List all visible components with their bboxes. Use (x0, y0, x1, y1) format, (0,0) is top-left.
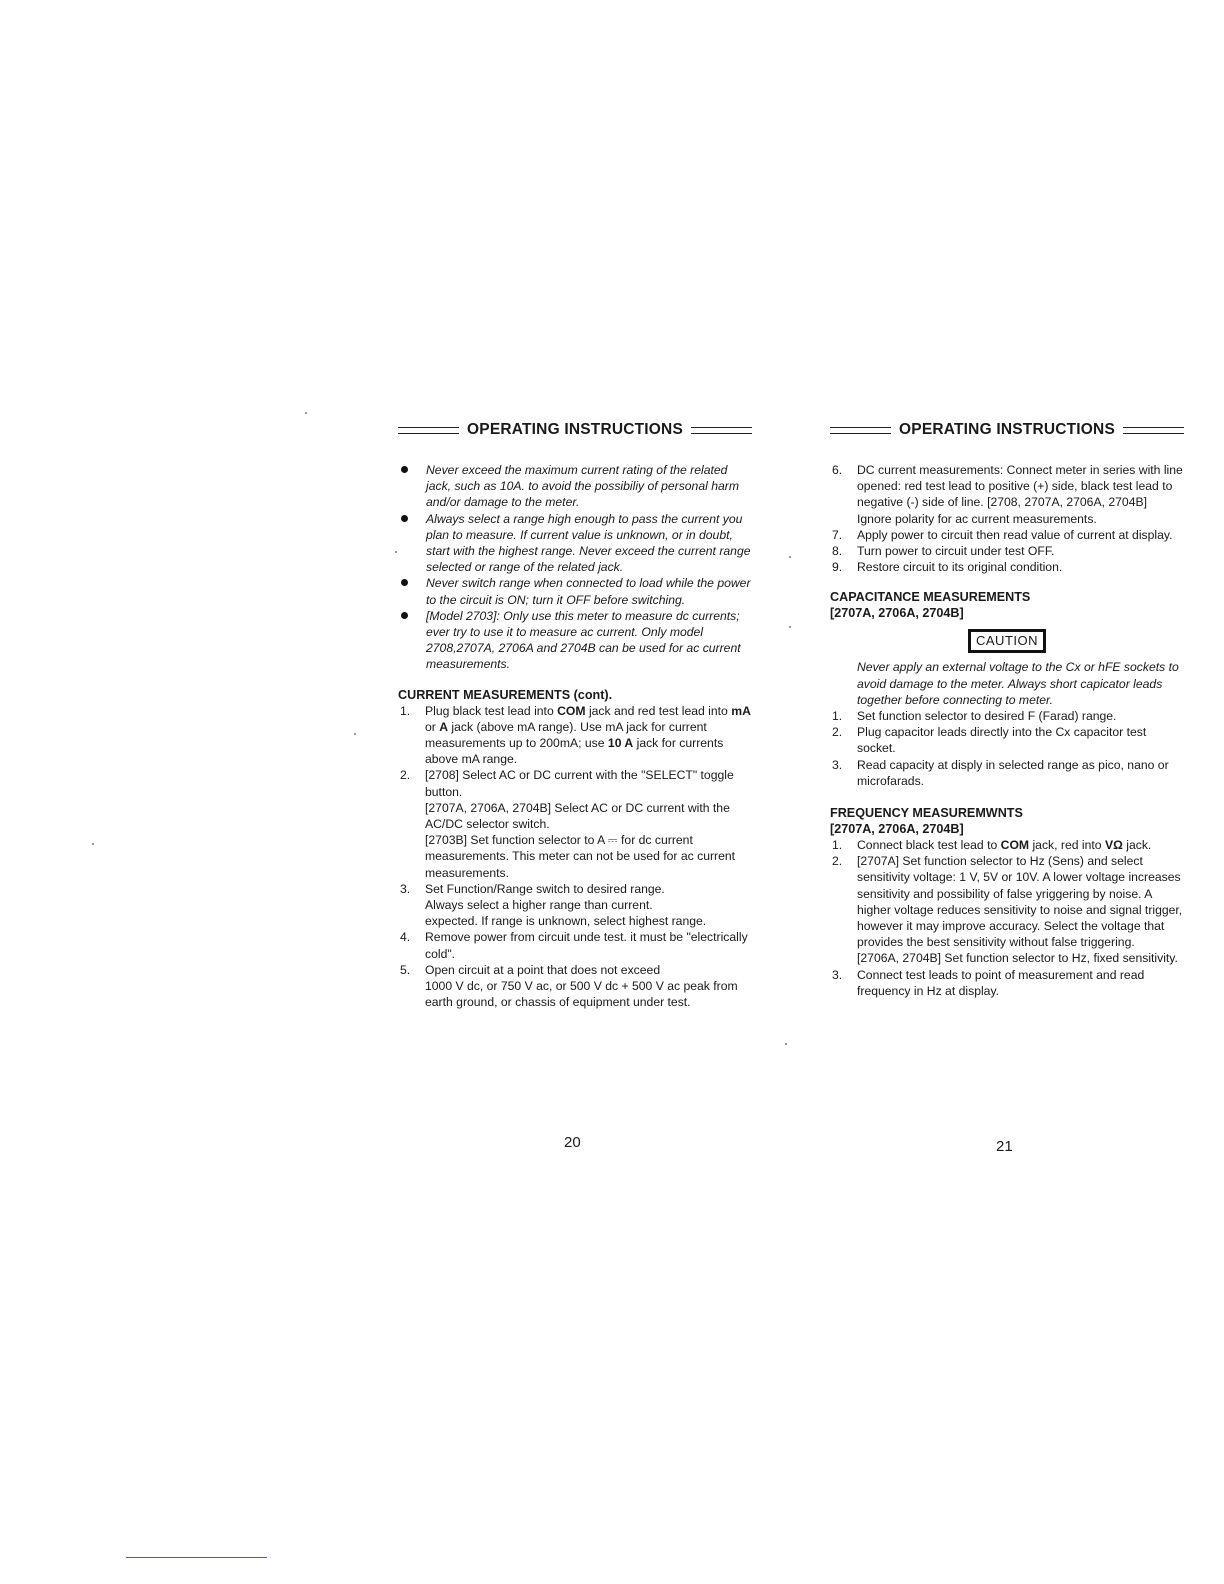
left-page (398, 418, 752, 1011)
page-number-left: 20 (564, 1134, 581, 1151)
capacitance-steps-list (830, 708, 1184, 789)
header-rule (1123, 427, 1184, 434)
warning-bullet-list (398, 462, 752, 673)
frequency-heading: FREQUENCY MEASUREMWNTS (830, 806, 1023, 821)
bullet-icon (401, 612, 408, 619)
dc-current-steps-list (830, 462, 1184, 575)
header-rule (691, 427, 752, 434)
step-item: 1. Connect black test lead to COM jack, red into VΩ jack. (832, 838, 1152, 853)
warning-bullet: [Model 2703]: Only use this meter to measure dc currents; ever try to use it to measure ac current. Only model 2708,2707A, 2706A and 2704B can be used for ac current measurements. (398, 608, 752, 673)
scan-speck (789, 626, 791, 628)
caution-wrap (830, 629, 1184, 653)
header-rule (398, 427, 459, 434)
step-item: 2. [2708] Select AC or DC current with the "SELECT" toggle button. [2707A, 2706A, 2704B] Select AC or DC current with the AC/DC selector switch. [2703B] Set function selector to A ⎓ for dc current measurements. This meter can not be used for ac current measurements. (400, 768, 736, 880)
scan-speck (92, 843, 94, 845)
step-item: 3. Set Function/Range switch to desired range. Always select a higher range than current. expected. If range is unknown, select highest range. (400, 881, 707, 929)
header-rule (830, 427, 891, 434)
scan-speck (789, 556, 791, 558)
current-measurements-heading: CURRENT MEASUREMENTS (cont). (398, 687, 613, 702)
caution-badge: CAUTION (968, 629, 1046, 653)
bullet-icon (401, 515, 408, 522)
scan-speck (305, 412, 307, 414)
page-number-right: 21 (996, 1138, 1013, 1155)
bullet-icon (401, 466, 408, 473)
warning-bullet: Never switch range when connected to load while the power to the circuit is ON; turn it OFF before switching. (398, 575, 752, 607)
warning-bullet: Always select a range high enough to pass the current you plan to measure. If current value is unknown, or in doubt, start with the highest range. Never exceed the current range selected or range of the related jack. (398, 511, 752, 576)
bullet-icon (401, 579, 408, 586)
page-header-left (398, 418, 752, 442)
step-item: 1. Set function selector to desired F (Farad) range. (832, 709, 1117, 724)
frequency-steps-list (830, 837, 1184, 999)
page-header-right (830, 418, 1184, 442)
step-item: 7. Apply power to circuit then read value of current at display. (832, 527, 1173, 542)
step-item: 9. Restore circuit to its original condition. (832, 560, 1063, 575)
step-item: 4. Remove power from circuit unde test. it must be "electrically cold". (400, 930, 748, 961)
step-item: 6. DC current measurements: Connect meter in series with line opened: red test lead to positive (+) side, black test lead to negative (-) side of line. [2708, 2707A, 2706A, 2704B] Ignore polarity for ac current measurements. (832, 463, 1183, 526)
step-item: 2. [2707A] Set function selector to Hz (Sens) and select sensitivity voltage: 1 V, 5V or 10V. A lower voltage increases sensitivity and possibility of false yriggering by noise. A higher voltage reduces sensitivity to noise and signal trigger, however it may improve accuracy. Select the voltage that provides the best sensitivity without false triggering. [2706A, 2704B] Set function selector to Hz, fixed sensitivity. (832, 854, 1183, 966)
warning-bullet: Never exceed the maximum current rating of the related jack, such as 10A. to avoid the possibiliy of personal harm and/or damage to the meter. (398, 462, 752, 511)
right-page (830, 418, 1184, 999)
scan-speck (785, 1043, 787, 1045)
footer-link-line (126, 1557, 267, 1558)
capacitance-heading: CAPACITANCE MEASUREMENTS (830, 590, 1031, 605)
step-item: 5. Open circuit at a point that does not exceed 1000 V dc, or 750 V ac, or 500 V dc + 500 V ac peak from earth ground, or chassis of equipment under test. (400, 962, 738, 1010)
step-item: 2. Plug capacitor leads directly into the Cx capacitor test socket. (832, 725, 1147, 756)
scan-speck (395, 551, 397, 553)
page-header-title: OPERATING INSTRUCTIONS (899, 421, 1115, 438)
capacitance-models: [2707A, 2706A, 2704B] (830, 606, 964, 621)
frequency-models: [2707A, 2706A, 2704B] (830, 822, 964, 837)
step-item: 3. Read capacity at disply in selected range as pico, nano or microfarads. (832, 757, 1169, 788)
step-item: 8. Turn power to circuit under test OFF. (832, 544, 1055, 559)
current-steps-list (398, 703, 752, 1011)
page-header-title: OPERATING INSTRUCTIONS (467, 421, 683, 438)
scan-speck (354, 733, 356, 735)
step-item: 1. Plug black test lead into COM jack and red test lead into mA or A jack (above mA range). Use mA jack for current measurements up to 200mA; use 10 A jack for currents above mA range. (400, 703, 751, 767)
caution-note: Never apply an external voltage to the Cx or hFE sockets to avoid damage to the meter. Always short capicator leads together before connecting to meter. (857, 660, 1179, 707)
step-item: 3. Connect test leads to point of measurement and read frequency in Hz at display. (832, 967, 1145, 998)
